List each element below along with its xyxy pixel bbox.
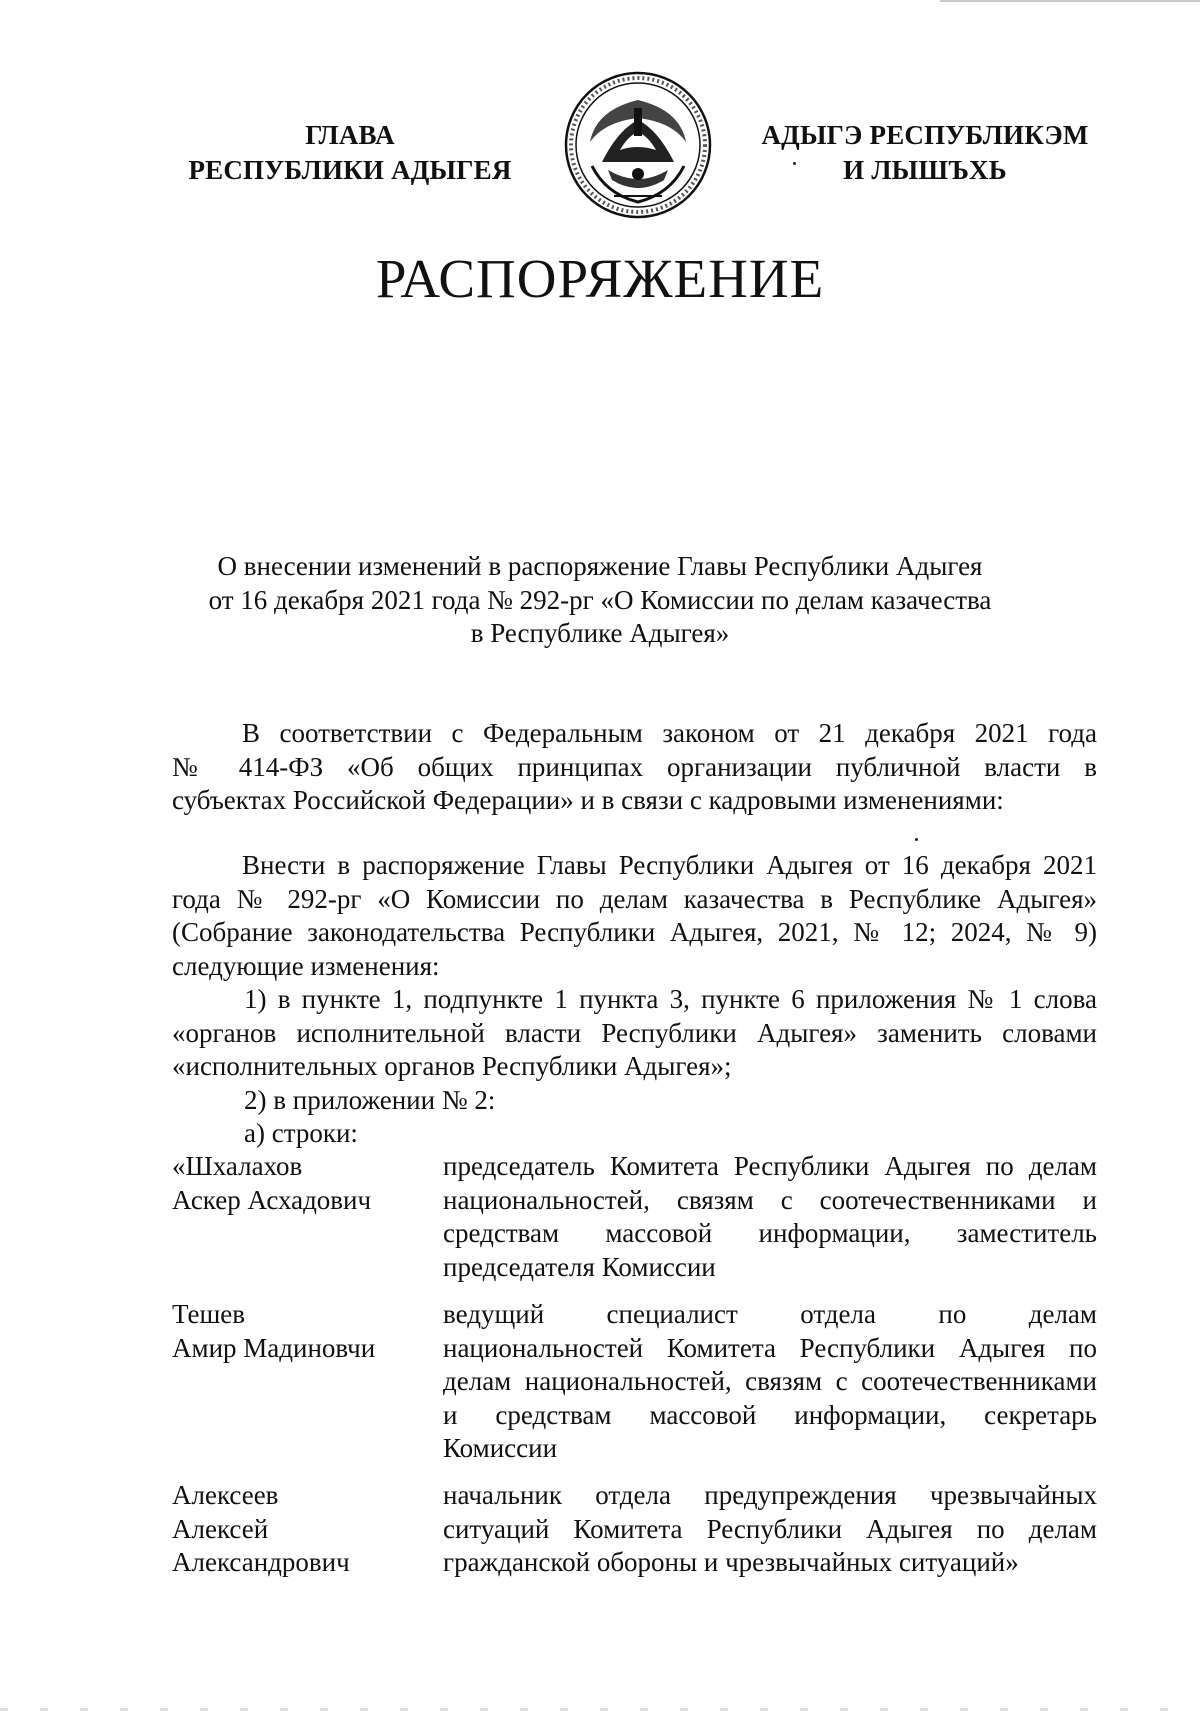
member-name: Тешев Амир Мадиновчи bbox=[172, 1299, 376, 1363]
item1-line: «органов исполнительной власти Республики Адыгея» заменить словами bbox=[172, 1017, 1097, 1048]
main-paragraph bbox=[172, 849, 1097, 1084]
member-name: Алексеев Алексей Александрович bbox=[172, 1480, 350, 1577]
member-position: начальник отдела предупреждения чрезвычайных ситуаций Комитета Республики Адыгея по делам гражданской обороны и чрезвычайных ситуаций» bbox=[443, 1480, 1097, 1577]
item1-line: «исполнительных органов Республики Адыгея»; bbox=[172, 1051, 732, 1081]
main-paragraph-line: года № 292-рг «О Комиссии по делам казачества в Республике Адыгея» bbox=[172, 883, 1097, 914]
scan-artifact-top bbox=[940, 0, 1200, 2]
scan-speck bbox=[915, 838, 918, 841]
header-left bbox=[150, 118, 550, 188]
header-right-line1: АДЫГЭ РЕСПУБЛИКЭМ bbox=[761, 120, 1089, 150]
item2a-heading: а) строки: bbox=[244, 1118, 358, 1148]
member-position: ведущий специалист отдела по делам национальностей Комитета Республики Адыгея по делам национальностей, связям с соотечественниками и средствам массовой информации, секретарь Комиссии bbox=[443, 1299, 1097, 1463]
subject-line: О внесении изменений в распоряжение Главы Республики Адыгея bbox=[217, 551, 983, 581]
scan-artifact-bottom bbox=[0, 1708, 1200, 1711]
header-right bbox=[740, 118, 1110, 188]
header-left-line1: ГЛАВА bbox=[305, 120, 395, 150]
preamble-line: субъектах Российской Федерации» и в связи с кадровыми изменениями: bbox=[172, 785, 1004, 815]
preamble-line: В соответствии с Федеральным законом от 21 декабря 2021 года bbox=[242, 718, 1097, 748]
coat-of-arms-icon bbox=[562, 70, 714, 220]
main-paragraph-line: следующие изменения: bbox=[172, 950, 440, 981]
scan-speck bbox=[793, 162, 796, 165]
item2-heading: 2) в приложении № 2: bbox=[244, 1085, 496, 1115]
main-paragraph-line: (Собрание законодательства Республики Адыгея, 2021, № 12; 2024, № 9) bbox=[172, 917, 1097, 947]
preamble-line: № 414-ФЗ «Об общих принципах организации публичной власти в bbox=[172, 751, 1097, 782]
subject-line: от 16 декабря 2021 года № 292-рг «О Комиссии по делам казачества bbox=[208, 584, 992, 615]
subject-line: в Республике Адыгея» bbox=[470, 618, 730, 648]
document-subject bbox=[120, 550, 1080, 651]
header-left-line2: РЕСПУБЛИКИ АДЫГЕЯ bbox=[188, 155, 512, 185]
member-name: «Шхалахов Аскер Асхадович bbox=[172, 1151, 372, 1215]
main-paragraph-line: Внести в распоряжение Главы Республики Адыгея от 16 декабря 2021 bbox=[242, 850, 1097, 880]
member-position: председатель Комитета Республики Адыгея по делам национальностей, связям с соотечественниками и средствам массовой информации, заместитель председателя Комиссии bbox=[443, 1151, 1097, 1282]
preamble-paragraph bbox=[172, 717, 1097, 818]
header-right-line2: И ЛЫШЪХЬ bbox=[843, 155, 1007, 185]
item1-line: 1) в пункте 1, подпункте 1 пункта 3, пункте 6 приложения № 1 слова bbox=[244, 984, 1097, 1014]
document-title: РАСПОРЯЖЕНИЕ bbox=[375, 248, 825, 309]
